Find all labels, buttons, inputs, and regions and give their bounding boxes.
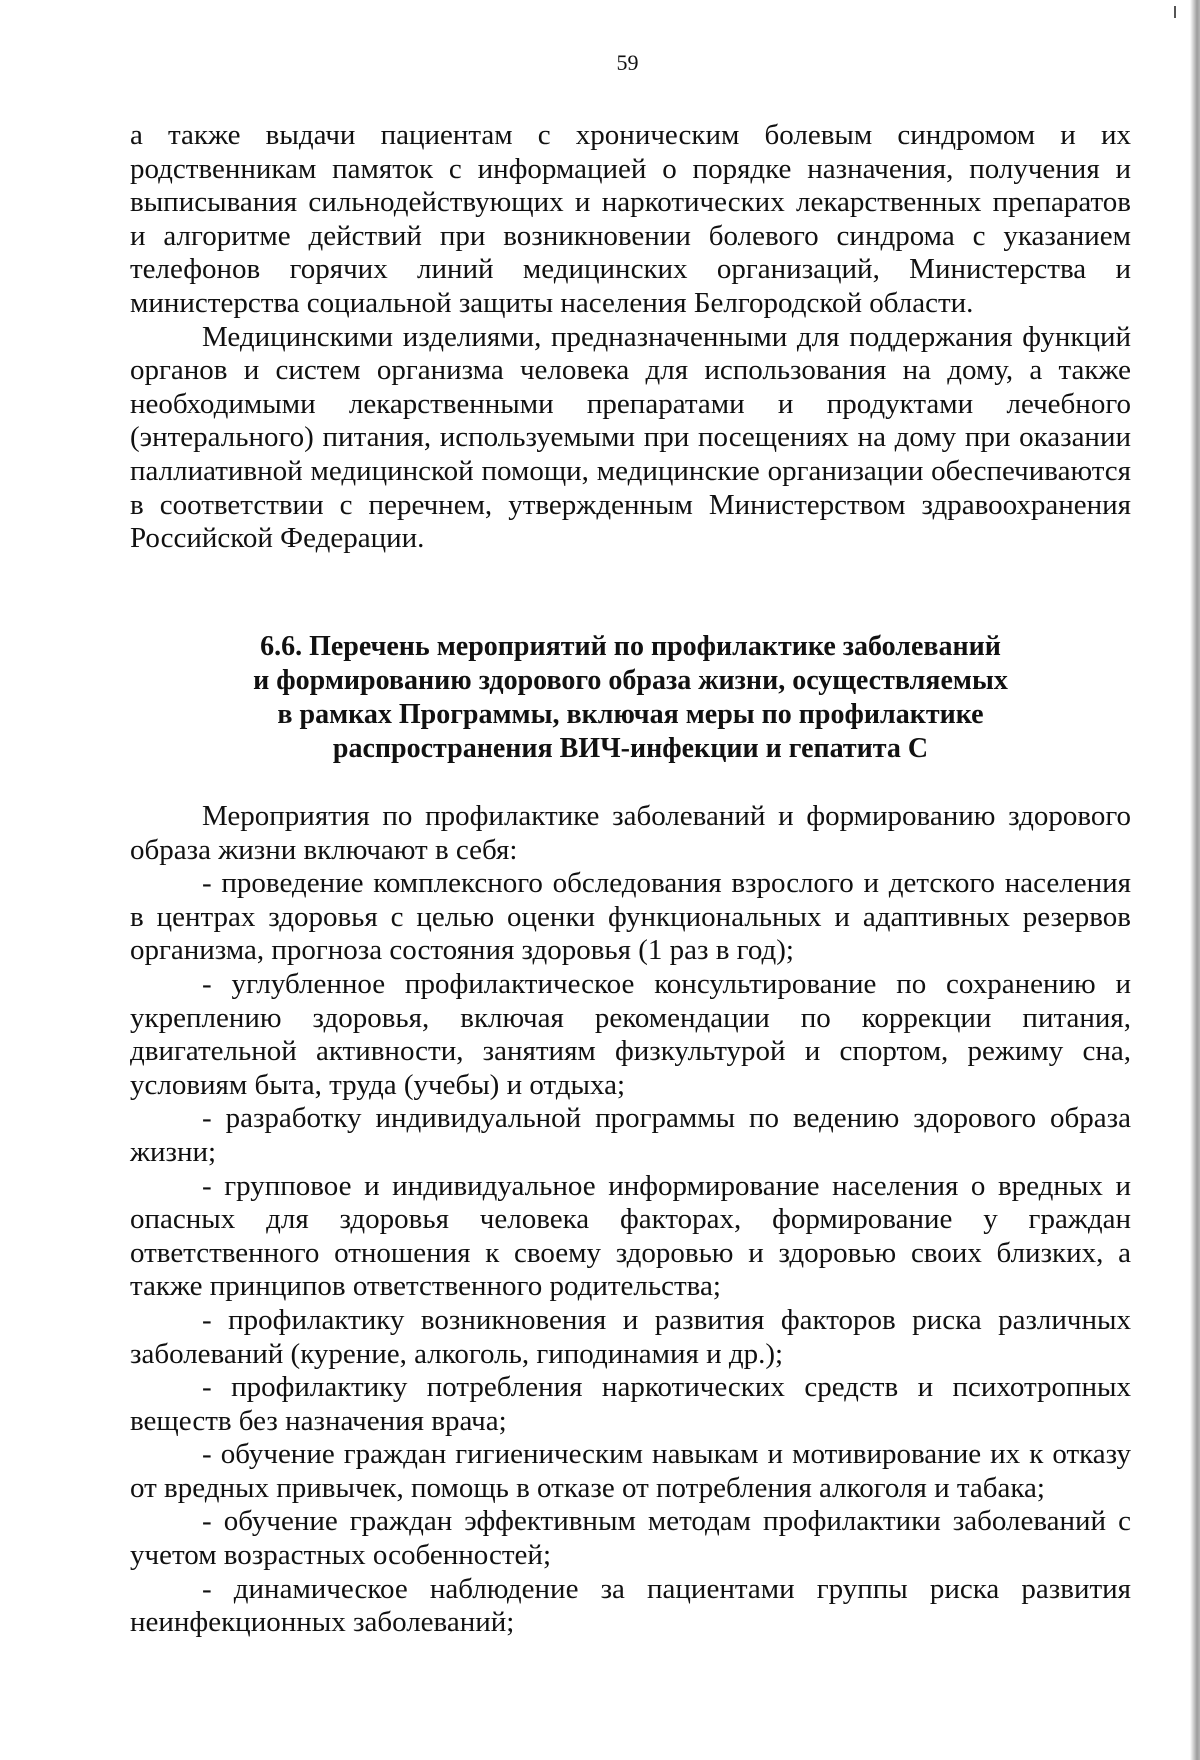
section-heading bbox=[130, 630, 1131, 766]
section-heading-line-1: 6.6. Перечень мероприятий по профилактике заболеваний bbox=[260, 631, 1001, 662]
list-item: - обучение граждан гигиеническим навыкам и мотивирование их к отказу от вредных привычек, помощь в отказе от потребления алкоголя и табака; bbox=[130, 1438, 1131, 1504]
list-item: - динамическое наблюдение за пациентами группы риска развития неинфекционных заболеваний; bbox=[130, 1572, 1131, 1639]
section-intro-paragraph: Мероприятия по профилактике заболеваний и формированию здорового образа жизни включают в себя: bbox=[130, 800, 1131, 866]
list-item: - профилактику потребления наркотических средств и психотропных веществ без назначения врача; bbox=[130, 1371, 1131, 1437]
section-heading-line-4: распространения ВИЧ-инфекции и гепатита С bbox=[332, 733, 929, 764]
section-heading-line-3: в рамках Программы, включая меры по профилактике bbox=[277, 699, 984, 730]
section-text bbox=[130, 800, 1131, 1640]
list-item: - разработку индивидуальной программы по ведению здорового образа жизни; bbox=[130, 1102, 1131, 1168]
intro-text bbox=[130, 119, 1131, 556]
list-item: - групповое и индивидуальное информирование населения о вредных и опасных для здоровья человека факторах, формирование у граждан ответственного отношения к своему здоровью и здоровью своих близких, а также принципов ответственного родительства; bbox=[130, 1169, 1131, 1303]
list-item: - профилактику возникновения и развития факторов риска различных заболеваний (курение, алкоголь, гиподинамия и др.); bbox=[130, 1303, 1131, 1370]
section-heading-line-2: и формированию здорового образа жизни, осуществляемых bbox=[253, 665, 1008, 696]
scan-edge-shadow bbox=[1190, 0, 1200, 1760]
list-item: - углубленное профилактическое консультирование по сохранению и укреплению здоровья, включая рекомендации по коррекции питания, двигательной активности, занятиям физкультурой и спортом, режиму сна, условиям быта, труда (учебы) и отдыха; bbox=[130, 967, 1131, 1101]
list-item: - проведение комплексного обследования взрослого и детского населения в центрах здоровья с целью оценки функциональных и адаптивных резервов организма, прогноза состояния здоровья (1 раз в год); bbox=[130, 867, 1131, 967]
intro-paragraph-2: Медицинскими изделиями, предназначенными для поддержания функций органов и систем организма человека для использования на дому, а также необходимыми лекарственными препаратами и продуктами лечебного (энтерального) питания, используемыми при посещениях на дому при оказании паллиативной медицинской помощи, медицинские организации обеспечиваются в соответствии с перечнем, утвержденным Министерством здравоохранения Российской Федерации. bbox=[130, 320, 1131, 555]
list-item: - обучение граждан эффективным методам профилактики заболеваний с учетом возрастных особенностей; bbox=[130, 1505, 1131, 1572]
scan-mark bbox=[1174, 6, 1176, 18]
page-number: 59 bbox=[616, 50, 639, 75]
intro-paragraph-1: а также выдачи пациентам с хроническим болевым синдромом и их родственникам памяток с информацией о порядке назначения, получения и выписывания сильнодействующих и наркотических лекарственных препаратов и алгоритме действий при возникновении болевого синдрома с указанием телефонов горячих линий медицинских организаций, Министерства и министерства социальной защиты населения Белгородской области. bbox=[130, 119, 1131, 319]
